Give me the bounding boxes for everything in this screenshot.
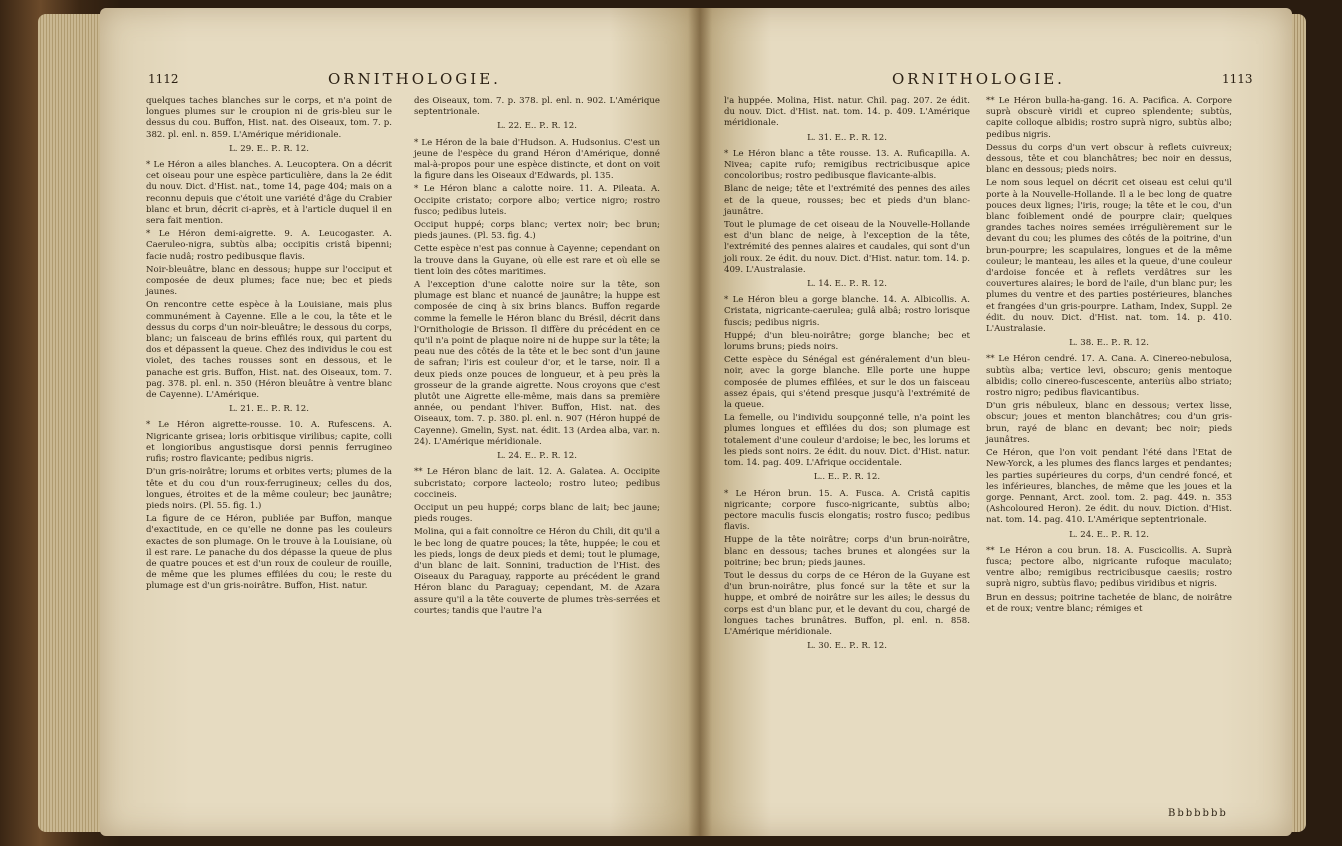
right-column-2: [986, 96, 1232, 617]
measurement-line: L. 21. E.. P.. R. 12.: [229, 404, 309, 415]
paragraph: Tout le plumage de cet oiseau de la Nouvelle-Hollande est d'un blanc de neige, à l'exception de la tête, l'extrémité des pennes alaires et caudales, qui sont d'un joli roux. 2e édit. du nouv. Dict. d'Hist. natur. tom. 14. p. 409. L'Australasie.: [724, 220, 970, 275]
measurement-line: L. 29. E.. P.. R. 12.: [229, 143, 309, 154]
open-book: [38, 8, 1306, 836]
measurement-line: L. 38. E.. P.. R. 12.: [1069, 338, 1149, 349]
left-page: [100, 8, 700, 836]
paragraph: l'a huppée. Molina, Hist. natur. Chil. pag. 207. 2e édit. du nouv. Dict. d'Hist. nat. tom. 14. p. 409. L'Amérique méridionale.: [724, 96, 970, 129]
paragraph: Noir-bleuâtre, blanc en dessous; huppe sur l'occiput et composée de deux plumes; face nue; bec et pieds jaunes.: [146, 264, 392, 298]
left-page-number: 1112: [148, 72, 179, 86]
species-entry: * Le Héron brun. 15. A. Fusca. A. Cristâ capitis nigricante; corpore fusco-nigricante, subtùs albo; pectore maculis fuscis elongatis; rostro fusco; pedibus flavis.: [724, 488, 970, 533]
species-entry: ** Le Héron cendré. 17. A. Cana. A. Cinereo-nebulosa, subtùs alba; vertice levi, obscuro; genis mentoque albidis; collo cinereo-fuscescente, anteriùs albo striato; rostro nigro; pedibus flavicantibus.: [986, 354, 1232, 399]
species-entry: ** Le Héron a cou brun. 18. A. Fuscicollis. A. Suprà fusca; pectore albo, nigricante rufoque maculato; ventre albo; remigibus rectricibusque caesiis; rostro suprà nigro, subtùs flavo; pedibus viridibus et nigris.: [986, 545, 1232, 590]
species-entry: * Le Héron blanc a calotte noire. 11. A. Pileata. A. Occipite cristato; corpore albo; vertice nigro; rostro fusco; pedibus luteis.: [414, 184, 660, 217]
paragraph: Blanc de neige; tête et l'extrémité des pennes des ailes et de la queue, rousses; bec et pieds d'un blanc-jaunâtre.: [724, 184, 970, 217]
paragraph: La figure de ce Héron, publiée par Buffon, manque d'exactitude, en ce qu'elle ne donne pas les couleurs exactes de son plumage. On le trouve à la Louisiane, où il est rare. Le panache du dos dépasse la queue de plus de quatre pouces et est d'un roux de couleur de rouille, de même que les plumes effilées du cou; le reste du plumage est d'un gris-noirâtre. Buffon, Hist. natur.: [146, 514, 392, 592]
measurement-line: L. 14. E.. P.. R. 12.: [807, 279, 887, 290]
left-column-2: [414, 96, 660, 619]
paragraph: Occiput huppé; corps blanc; vertex noir; bec brun; pieds jaunes. (Pl. 53. fig. 4.): [414, 220, 660, 242]
paragraph: Ce Héron, que l'on voit pendant l'été dans l'Etat de New-Yorck, a les plumes des flancs larges et pendantes; les parties supérieures du corps, d'un cendré foncé, et les inférieures, blanches, de même que les joues et la gorge. Pennant, Arct. zool. tom. 2. pag. 449. n. 353 (Ashcoloured Heron). 2e édit. du nouv. Diction. d'Hist. nat. tom. 14. pag. 410. L'Amérique septentrionale.: [986, 448, 1232, 526]
paragraph: On rencontre cette espèce à la Louisiane, mais plus communément à Cayenne. Elle a le cou, la tête et le dessus du corps d'un noir-bleuâtre; le dessous du corps, blanc; un faisceau de brins effilés roux, qui partent du dos et dépassent la queue. Chez des individus le cou est violet, des taches rousses sont en dessous, et le panache est gris. Buffon, Hist. nat. des Oiseaux, tom. 7. pag. 378. pl. enl. n. 350 (Héron bleuâtre à ventre blanc de Cayenne). L'Amérique.: [146, 300, 392, 401]
paragraph: Cette espèce n'est pas connue à Cayenne; cependant on la trouve dans la Guyane, où elle est rare et où elle se tient loin des côtes maritimes.: [414, 244, 660, 277]
paragraph: Tout le dessus du corps de ce Héron de la Guyane est d'un brun-noirâtre, plus foncé sur la tête et sur la huppe, et ombré de noirâtre sur les ailes; le dessus du corps est d'un blanc pur, et le devant du cou, chargé de longues taches brunâtres. Buffon, pl. enl. n. 858. L'Amérique méridionale.: [724, 570, 970, 637]
species-entry: ** Le Héron bulla-ha-gang. 16. A. Pacifica. A. Corpore suprà obscurè viridi et cupreo splendente; subtùs, capite colloque albidis; rostro suprà nigro, subtùs albo; pedibus nigris.: [986, 96, 1232, 140]
species-entry: * Le Héron aigrette-rousse. 10. A. Rufescens. A. Nigricante grisea; loris orbitisque virilibus; capite, colli et longioribus angustisque dorsi pennis ferrugineo rufis; rostro flavicante; pedibus nigris.: [146, 420, 392, 465]
species-entry: * Le Héron a ailes blanches. A. Leucoptera. On a décrit cet oiseau pour une espèce particulière, dans la 2e édit du nouv. Dict. d'Hist. nat., tome 14, page 404; mais on a reconnu depuis que c'étoit une variété d'âge du Crabier blanc et brun, décrit ci-après, et à l'article duquel il en sera fait mention.: [146, 160, 392, 227]
paragraph: La femelle, ou l'individu soupçonné telle, n'a point les plumes longues et effilées du dos; son plumage est totalement d'une couleur d'ardoise; le bec, les lorums et les pieds sont noirs. 2e édit. du nouv. Dict. d'Hist. natur. tom. 14. pag. 409. L'Afrique occidentale.: [724, 413, 970, 469]
species-entry: * Le Héron bleu a gorge blanche. 14. A. Albicollis. A. Cristata, nigricante-caerulea; gulâ albâ; rostro lorisque fuscis; pedibus nigris.: [724, 295, 970, 328]
measurement-line: L. 22. E.. P.. R. 12.: [497, 121, 577, 132]
paragraph: D'un gris nébuleux, blanc en dessous; vertex lisse, obscur; joues et menton blanchâtres; cou d'un gris-brun, rayé de blanc en devant; bec noir; pieds jaunâtres.: [986, 401, 1232, 445]
paragraph: A l'exception d'une calotte noire sur la tête, son plumage est blanc et nuancé de jaunâtre; la huppe est composée de cinq à six brins blancs. Buffon regarde comme la femelle le Héron blanc du Brésil, décrit dans l'Ornithologie de Brisson. Il diffère du précédent en ce qu'il n'a point de plaque noire ni de huppe sur la tête; la peau nue des côtés de la tête et le bec sont d'un jaune de safran; l'iris est couleur d'or, et le tarse, noir. Il a deux pieds onze pouces de longueur, et à peu près la grosseur de la grande aigrette. Nous croyons que c'est plutôt une Aigrette elle-même, mais dans sa première année, ou pendant l'hiver. Buffon, Hist. nat. des Oiseaux, tom. 7. p. 380. pl. enl. n. 907 (Héron huppé de Cayenne). Gmelin, Syst. nat. édit. 13 (Ardea alba, var. n. 24). L'Amérique méridionale.: [414, 280, 660, 447]
paragraph: quelques taches blanches sur le corps, et n'a point de longues plumes sur le croupion ni de gris-bleu sur le dessus du cou. Buffon, Hist. nat. des Oiseaux, tom. 7. p. 382. pl. enl. n. 859. L'Amérique méridionale.: [146, 96, 392, 140]
right-page-number: 1113: [1222, 72, 1253, 86]
species-entry: * Le Héron de la baie d'Hudson. A. Hudsonius. C'est un jeune de l'espèce du grand Héron d'Amérique, donné mal-à-propos pour une espèce distincte, et dont on voit la figure dans les Oiseaux d'Edwards, pl. 135.: [414, 137, 660, 182]
left-page-edges: [38, 14, 104, 832]
right-running-head: ORNITHOLOGIE.: [892, 70, 1065, 88]
paragraph: Le nom sous lequel on décrit cet oiseau est celui qu'il porte à la Nouvelle-Hollande. Il a le bec long de quatre pouces deux lignes; l'iris, rouge; la tête et le cou, d'un blanc foiblement ondé de pourpre clair; quelques grandes taches noires semées irrégulièrement sur le devant du cou; les plumes des côtés de la poitrine, d'un brun-pourpre; les scapulaires, longues et de la même couleur; le manteau, les ailes et la queue, d'une couleur d'ardoise foncée et à reflets verdâtres sur les couvertures alaires; le bord de l'aile, d'un blanc pur; les plumes du ventre et des parties postérieures, blanches et frangées d'un gris-pourpre. Latham, Index, Suppl. 2e édit. du nouv. Dict. d'Hist. nat. tom. 14. p. 410. L'Australasie.: [986, 178, 1232, 335]
signature-mark: Bbbbbbb: [1168, 808, 1228, 819]
paragraph: des Oiseaux, tom. 7. p. 378. pl. enl. n. 902. L'Amérique septentrionale.: [414, 96, 660, 118]
paragraph: Huppe de la tête noirâtre; corps d'un brun-noirâtre, blanc en dessous; taches brunes et alongées sur la poitrine; bec brun; pieds jaunes.: [724, 535, 970, 568]
measurement-line: L. 24. E.. P.. R. 12.: [497, 451, 577, 462]
paragraph: D'un gris-noirâtre; lorums et orbites verts; plumes de la tête et du cou d'un roux-ferrugineux; celles du dos, longues, étroites et de la même couleur; bec jaunâtre; pieds noirs. (Pl. 55. fig. 1.): [146, 467, 392, 511]
paragraph: Molina, qui a fait connoître ce Héron du Chili, dit qu'il a le bec long de quatre pouces; la tête, huppée; le cou et les pieds, longs de deux pieds et demi; tout le plumage, d'un blanc de lait. Sonnini, traduction de l'Hist. des Oiseaux du Paraguay, rapporte au précédent le grand Héron blanc du Paraguay; cependant, M. de Azara assure qu'il a la tête couverte de plumes très-serrées et courtes; tandis que l'autre l'a: [414, 527, 660, 616]
measurement-line: L. 24. E.. P.. R. 12.: [1069, 529, 1149, 540]
right-page: [700, 8, 1292, 836]
left-column-1: [146, 96, 392, 595]
book-gutter: [688, 8, 712, 836]
paragraph: Huppé; d'un bleu-noirâtre; gorge blanche; bec et lorums bruns; pieds noirs.: [724, 330, 970, 353]
paragraph: Brun en dessus; poitrine tachetée de blanc, de noirâtre et de roux; ventre blanc; rémiges et: [986, 592, 1232, 614]
species-entry: * Le Héron blanc a tête rousse. 13. A. Ruficapilla. A. Nivea; capite rufo; remigibus rectricibusque apice concoloribus; rostro pedibusque flavicante-albis.: [724, 148, 970, 182]
species-entry: ** Le Héron blanc de lait. 12. A. Galatea. A. Occipite subcristato; corpore lacteolo; rostro luteo; pedibus coccineis.: [414, 467, 660, 500]
paragraph: Occiput un peu huppé; corps blanc de lait; bec jaune; pieds rouges.: [414, 502, 660, 525]
right-column-1: [724, 96, 970, 657]
measurement-line: L. 30. E.. P.. R. 12.: [807, 641, 887, 652]
measurement-line: L. 31. E.. P.. R. 12.: [807, 132, 887, 143]
paragraph: Cette espèce du Sénégal est généralement d'un bleu-noir, avec la gorge blanche. Elle porte une huppe composée de plumes effilées, et sur le dos un faisceau assez épais, qui s'étend presque jusqu'à l'extrémité de la queue.: [724, 355, 970, 411]
measurement-line: L.. E.. P.. R. 12.: [813, 472, 881, 483]
species-entry: * Le Héron demi-aigrette. 9. A. Leucogaster. A. Caeruleo-nigra, subtùs alba; occipitis cristâ bipenni; facie nudâ; rostro pedibusque flavis.: [146, 229, 392, 262]
left-running-head: ORNITHOLOGIE.: [328, 70, 501, 88]
paragraph: Dessus du corps d'un vert obscur à reflets cuivreux; dessous, tête et cou blanchâtres; bec noir en dessus, blanc en dessous; pieds noirs.: [986, 142, 1232, 176]
